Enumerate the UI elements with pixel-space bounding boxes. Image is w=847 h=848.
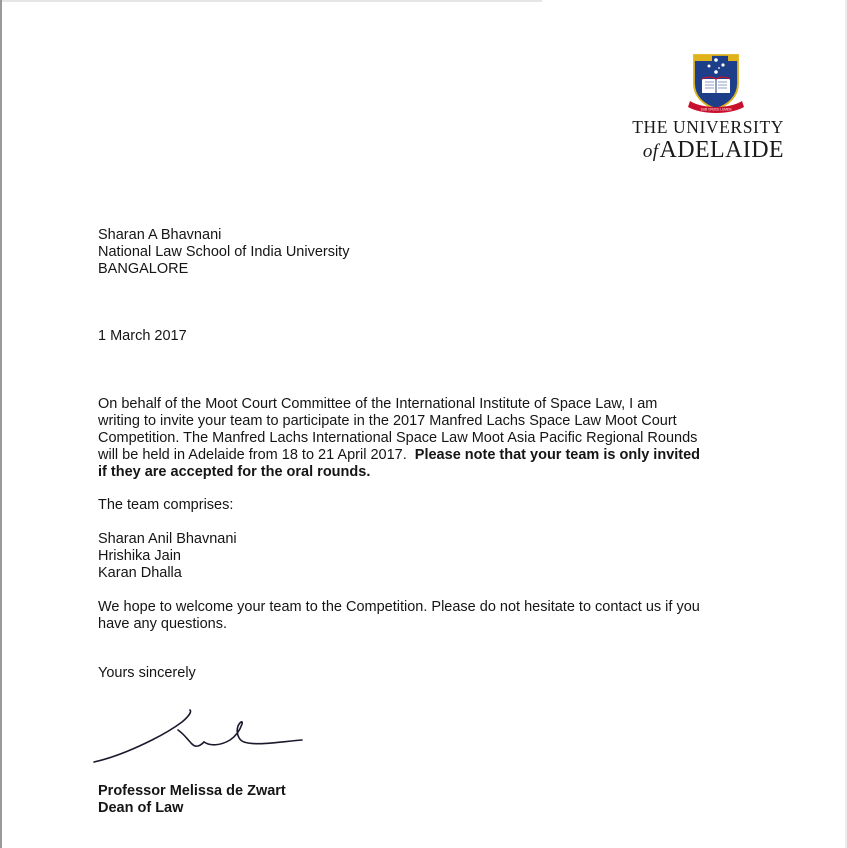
university-crest-logo [688, 53, 744, 115]
recipient-city: BANGALORE [98, 261, 189, 277]
letter-date: 1 March 2017 [98, 328, 187, 344]
paragraph-plain-text: will be held in Adelaide from 18 to 21 April 2017. [98, 447, 407, 463]
paragraph-line: Competition. The Manfred Lachs International Space Law Moot Asia Pacific Regional Rounds [98, 430, 698, 446]
signatory-block [98, 783, 286, 817]
closing-salutation: Yours sincerely [98, 665, 196, 681]
university-line-2 [632, 137, 784, 165]
team-member: Karan Dhalla [98, 565, 182, 581]
invitation-paragraph [98, 396, 758, 481]
university-of: of [642, 141, 659, 162]
paragraph-bold-note-end: if they are accepted for the oral rounds. [98, 464, 371, 480]
team-member: Sharan Anil Bhavnani [98, 531, 237, 547]
team-member-list [98, 531, 237, 582]
signatory-title: Dean of Law [98, 800, 184, 816]
paragraph-line-mixed [98, 447, 758, 464]
paragraph-line: writing to invite your team to participate in the 2017 Manfred Lachs Space Law Moot Court [98, 413, 677, 429]
paragraph-line: We hope to welcome your team to the Competition. Please do not hesitate to contact us if you [98, 599, 700, 615]
crest-gold-band-right [728, 55, 738, 61]
recipient-address [98, 227, 349, 278]
team-intro: The team comprises: [98, 497, 234, 513]
crest-motto-text: SUB CRUCE LUMEN [700, 107, 732, 112]
university-adelaide: ADELAIDE [659, 137, 784, 163]
paragraph-line: have any questions. [98, 616, 227, 632]
scan-top-edge [2, 0, 542, 2]
recipient-name: Sharan A Bhavnani [98, 227, 222, 243]
crest-gold-band [694, 55, 712, 61]
signatory-name: Professor Melissa de Zwart [98, 783, 286, 799]
team-member: Hrishika Jain [98, 548, 181, 564]
paragraph-bold-note: Please note that your team is only invited [414, 447, 701, 463]
crest-book [702, 77, 730, 93]
welcome-paragraph [98, 599, 758, 633]
paragraph-line: On behalf of the Moot Court Committee of the International Institute of Space Law, I am [98, 396, 658, 412]
recipient-institution: National Law School of India University [98, 244, 350, 260]
handwritten-signature [92, 700, 307, 772]
university-line-1: THE UNIVERSITY [632, 117, 784, 137]
university-wordmark [632, 118, 784, 165]
